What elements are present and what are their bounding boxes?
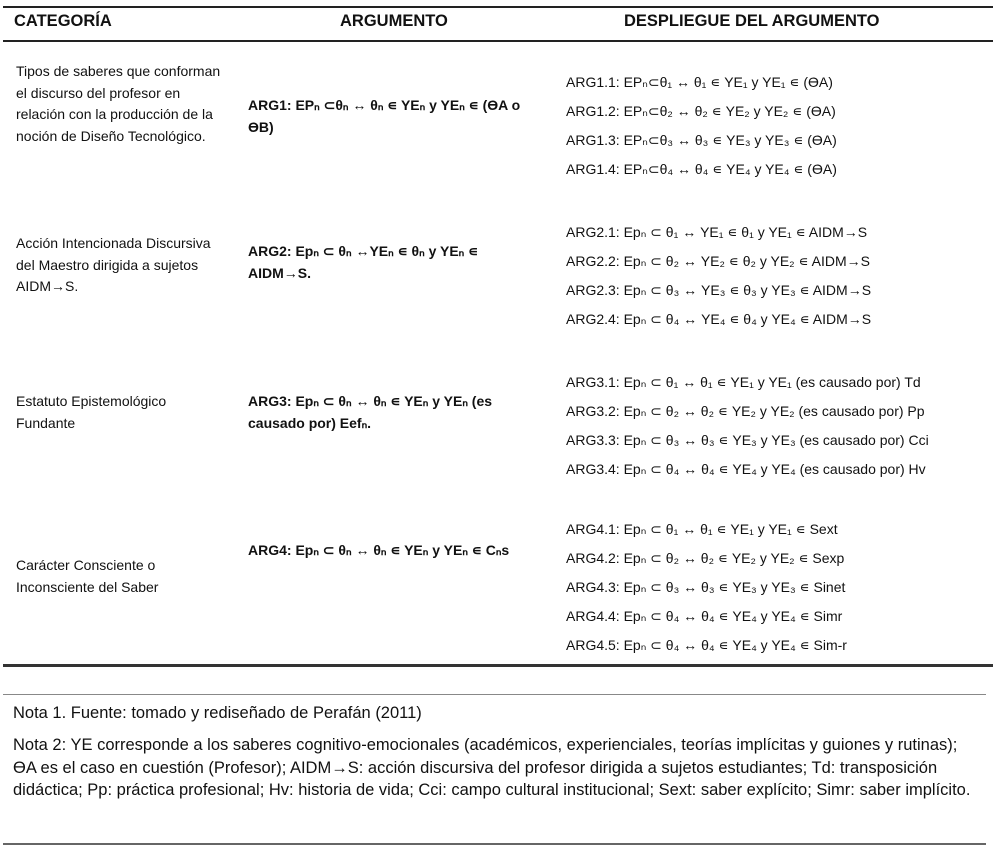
row1-argumento: ARG1: EPₙ ⊂θₙ ↔ θₙ ∊ YEₙ y YEₙ ∊ (ϴA o ϴB) <box>248 97 521 135</box>
row2-despliegue <box>566 218 986 334</box>
table-top-rule <box>3 6 993 8</box>
notes-bottom-rule <box>3 843 986 845</box>
arg4-2: ARG4.2: Epₙ ⊂ θ₂ ↔ θ₂ ∊ YE₂ y YE₂ ∊ Sexp <box>566 550 845 566</box>
arg3-1: ARG3.1: Epₙ ⊂ θ₁ ↔ θ₁ ∊ YE₁ y YE₁ (es causado por) Td <box>566 374 921 390</box>
header-despliegue: DESPLIEGUE DEL ARGUMENTO <box>624 12 880 30</box>
row1-despliegue <box>566 68 986 184</box>
row4-categoria: Carácter Consciente o Inconsciente del Saber <box>16 557 159 595</box>
table-bottom-rule <box>3 664 993 667</box>
arg3-2: ARG3.2: Epₙ ⊂ θ₂ ↔ θ₂ ∊ YE₂ y YE₂ (es causado por) Pp <box>566 403 925 419</box>
row4-despliegue <box>566 515 986 660</box>
arg2-1: ARG2.1: Epₙ ⊂ θ₁ ↔ YE₁ ∊ θ₁ y YE₁ ∊ AIDM→S <box>566 224 868 240</box>
row3-despliegue <box>566 368 986 484</box>
nota-2: Nota 2: YE corresponde a los saberes cognitivo-emocionales (académicos, experienciales, teorías implícitas y guiones y rutinas); ϴA es el caso en cuestión (Profesor); AIDM→S: acción discursiva del profesor dirigida a sujetos estudiantes; Td: transposición didáctica; Pp: práctica profesional; Hv: historia de vida; Cci: campo cultural institucional; Sext: saber explícito; Simr: saber implícito. <box>13 736 971 799</box>
arg1-3: ARG1.3: EPₙ⊂θ₃ ↔ θ₃ ∊ YE₃ y YE₃ ∊ (ϴA) <box>566 132 837 148</box>
arg4-3: ARG4.3: Epₙ ⊂ θ₃ ↔ θ₃ ∊ YE₃ y YE₃ ∊ Sinet <box>566 579 846 595</box>
header-bottom-rule <box>3 40 993 42</box>
arg4-5: ARG4.5: Epₙ ⊂ θ₄ ↔ θ₄ ∊ YE₄ y YE₄ ∊ Sim-r <box>566 637 847 653</box>
arg3-4: ARG3.4: Epₙ ⊂ θ₄ ↔ θ₄ ∊ YE₄ y YE₄ (es causado por) Hv <box>566 461 926 477</box>
header-categoria: CATEGORÍA <box>14 12 112 30</box>
row1-categoria: Tipos de saberes que conforman el discurso del profesor en relación con la producción de la noción de Diseño Tecnológico. <box>16 63 221 144</box>
arg1-2: ARG1.2: EPₙ⊂θ₂ ↔ θ₂ ∊ YE₂ y YE₂ ∊ (ϴA) <box>566 103 836 119</box>
arg2-2: ARG2.2: Epₙ ⊂ θ₂ ↔ YE₂ ∊ θ₂ y YE₂ ∊ AIDM→S <box>566 253 870 269</box>
nota-1: Nota 1. Fuente: tomado y rediseñado de Perafán (2011) <box>13 704 422 722</box>
row4-argumento: ARG4: Epₙ ⊂ θₙ ↔ θₙ ∊ YEₙ y YEₙ ∊ Cₙs <box>248 542 510 558</box>
row2-categoria: Acción Intencionada Discursiva del Maestro dirigida a sujetos AIDM→S. <box>16 235 211 294</box>
row2-argumento: ARG2: Epₙ ⊂ θₙ ↔YEₙ ∊ θₙ y YEₙ ∊ AIDM→S. <box>248 243 479 281</box>
row3-argumento: ARG3: Epₙ ⊂ θₙ ↔ θₙ ∊ YEₙ y YEₙ (es causado por) Eefₙ. <box>248 393 493 431</box>
arg2-4: ARG2.4: Epₙ ⊂ θ₄ ↔ YE₄ ∊ θ₄ y YE₄ ∊ AIDM→S <box>566 311 872 327</box>
notes-top-rule <box>3 694 986 695</box>
arg1-4: ARG1.4: EPₙ⊂θ₄ ↔ θ₄ ∊ YE₄ y YE₄ ∊ (ϴA) <box>566 161 837 177</box>
arg2-3: ARG2.3: Epₙ ⊂ θ₃ ↔ YE₃ ∊ θ₃ y YE₃ ∊ AIDM→S <box>566 282 872 298</box>
arg4-1: ARG4.1: Epₙ ⊂ θ₁ ↔ θ₁ ∊ YE₁ y YE₁ ∊ Sext <box>566 521 838 537</box>
header-argumento: ARGUMENTO <box>340 12 448 30</box>
arg3-3: ARG3.3: Epₙ ⊂ θ₃ ↔ θ₃ ∊ YE₃ y YE₃ (es causado por) Cci <box>566 432 929 448</box>
arg4-4: ARG4.4: Epₙ ⊂ θ₄ ↔ θ₄ ∊ YE₄ y YE₄ ∊ Simr <box>566 608 843 624</box>
row3-categoria: Estatuto Epistemológico Fundante <box>16 393 167 431</box>
arg1-1: ARG1.1: EPₙ⊂θ₁ ↔ θ₁ ∊ YE₁ y YE₁ ∊ (ϴA) <box>566 74 833 90</box>
